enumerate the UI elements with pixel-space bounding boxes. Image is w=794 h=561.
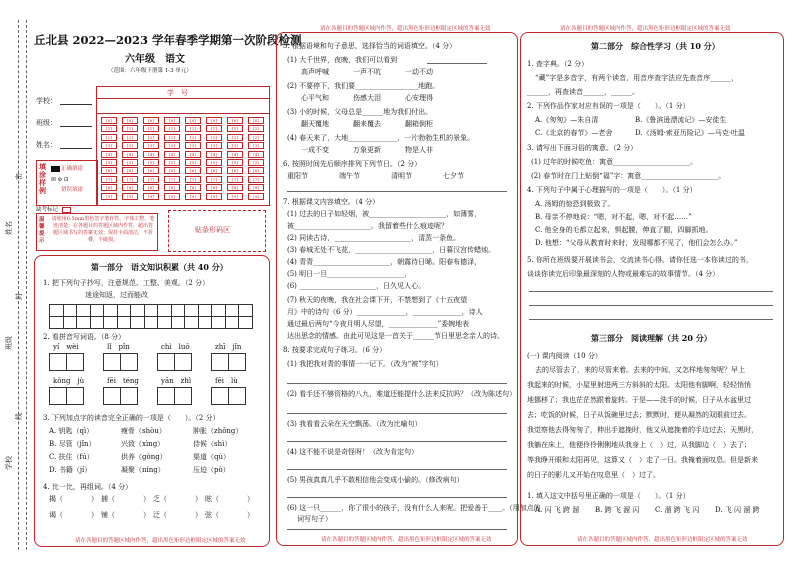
q4-word-blank[interactable]: 眩（ ） [205,495,254,503]
pinyin-answer-box[interactable] [157,387,175,405]
pinyin-label: zhī jǐn [215,343,242,351]
id-bubble[interactable]: [1] [206,125,222,132]
pinyin-label: chì luǒ [161,343,190,351]
passage-line: 去；吃饭的时候，日子从饭碗里过去；默默时，便从凝然的双眼前过去。 [527,411,751,419]
c3-q1a: “藏”字是多音字，有两个读音，用音序查字法应先查音序______， [535,74,739,82]
copy-grid-cell[interactable] [157,316,172,329]
id-bubble[interactable]: [1] [185,125,201,132]
c3-q2-option[interactable]: B.《鲁滨逊漂流记》—安徒生 [635,116,727,124]
name-label: 姓名： [36,141,57,149]
id-bubble[interactable]: [4] [227,151,243,158]
id-bubble[interactable]: [9] [122,193,138,200]
c3-q5b: 谈谈你读完后印象最深刻的人物或最难忘的故事情节。（4 分） [527,270,720,278]
q5-word-option: 翻天覆地 [301,120,329,128]
pinyin-label: yí wèi [53,343,79,351]
wrong-fill-label: 错误填涂 [61,187,84,193]
fill-sample-box [36,160,98,206]
q5-word-option: 一声不吭 [353,68,381,76]
id-bubble[interactable]: [2] [164,134,180,141]
q7-7b: 月》中的诗句（6 分）______________，______________，诗人 [287,308,483,316]
pinyin-answer-box[interactable] [120,353,138,371]
col2-panel [276,32,541,546]
c3-q1: 1. 查字典。（2 分） [527,60,589,68]
id-bubble[interactable]: [6] [164,167,180,174]
read-q1-option[interactable]: C. 溜 跨 飞 闪 [655,506,700,514]
c3-q4: 4. 下列句子中属于心理描写的一项是（ ）。（1 分） [527,186,697,194]
seal-char-2: 封 [15,293,23,300]
passage-line: 去的尽管去了，来的尽管来着。去来的中间，又怎样地匆匆呢？早上 [535,366,745,374]
seal-char-1: 密 [15,173,23,180]
col3-panel [520,32,784,546]
q5-1: (1) 大千世界，夜晚，我们可以看到 [287,56,398,64]
q7-1: (1) 过去的日子如轻烟，被______________________，如薄雾， [287,210,482,218]
q7-2: (2) 同读古诗，______________________，清蒸一条鱼。 [287,234,461,242]
q8-4-line[interactable] [287,469,507,470]
pinyin-answer-box[interactable] [211,387,229,405]
pinyin-answer-box[interactable] [174,387,192,405]
q3-option: 渠道（qú） [193,453,230,461]
pinyin-answer-box[interactable] [66,387,84,405]
class-label: 班级： [36,119,57,127]
header-note-2: 请在各题目的答题区域内作答，超出黑色矩形边框限定区域的答案无效 [320,26,491,32]
q8-prompt: 8. 按要求完成句子练习。（6 分） [283,346,387,354]
id-bubble[interactable]: [3] [185,142,201,149]
q3-option: 凝聚（níng） [121,466,165,474]
q6-festival: 重阳节 [287,172,308,180]
id-bubble[interactable]: [4] [206,151,222,158]
id-bubble[interactable]: [3] [248,142,264,149]
q8-5-line[interactable] [287,497,507,498]
q5-word-option: 翻来覆去 [353,120,381,128]
pinyin-answer-box[interactable] [49,353,67,371]
id-bubble[interactable]: [6] [143,167,159,174]
c3-q1b: ______，再查读音______，______。 [527,88,639,96]
id-bubble[interactable]: [4] [248,151,264,158]
id-bubble[interactable]: [6] [227,167,243,174]
id-bubble[interactable]: [6] [248,167,264,174]
q8-1: (1) 我把我对青的事情一一记下。（改为“被”字句） [287,360,443,368]
q4-word-blank[interactable]: 乏（ ） [153,495,202,503]
c3-q5-line-2[interactable] [529,305,773,306]
q4-word-blank[interactable]: 弦（ ） [205,511,254,519]
id-bubble[interactable]: [0] [206,117,222,124]
q5-word-option: 一动不动 [405,68,433,76]
id-bubble[interactable]: [8] [248,184,264,191]
id-bubble[interactable]: [9] [143,193,159,200]
id-bubble[interactable]: [3] [101,142,117,149]
id-bubble[interactable]: [1] [101,125,117,132]
id-bubble[interactable]: [7] [101,176,117,183]
pinyin-label: fēi lù [215,377,238,385]
seal-char-3: 线 [15,413,23,420]
q3-option[interactable]: B. 尽管（jǐn） [49,440,96,448]
pinyin-answer-box[interactable] [103,353,121,371]
c3-q3: 3. 请写出下面习俗的寓意。（2 分） [527,144,638,152]
margin-school-label: 学校 [5,456,13,470]
c3-q5a: 5. 你所在班级要开展读书会，交流读书心得。请你任选一本你读过的书， [527,256,753,264]
id-bubble[interactable]: [9] [227,193,243,200]
q3-prompt: 3. 下列加点字的读音完全正确的一项是（ ）。（2 分） [43,414,220,422]
id-bubble[interactable]: [1] [143,125,159,132]
q3-option: 压迫（pò） [193,466,230,474]
id-bubble[interactable]: [5] [248,159,264,166]
exam-scope: （范围：六年级下册第 1-3 单元） [108,68,192,74]
binding-line [18,20,19,550]
id-bubble[interactable]: [2] [143,134,159,141]
copy-grid-cell[interactable] [211,316,226,329]
id-bubble[interactable]: [4] [143,151,159,158]
q5-word-option: 高声呼喊 [301,68,329,76]
q5-word-option: 伤感大泪 [353,94,381,102]
q3-option: 肿胀（zhǒng） [193,427,243,435]
id-bubble[interactable]: [0] [227,117,243,124]
q7-5: (5) 明日一旦______________________， [287,270,412,278]
q5-word-option: 心平气和 [301,94,329,102]
passage-line: 地挪移了；我也茫茫然跟着旋转。于是——洗手的时候，日子从水盆里过 [527,396,751,404]
q8-6-line[interactable] [287,529,507,530]
id-bubble[interactable]: [3] [164,142,180,149]
id-bubble[interactable]: [9] [164,193,180,200]
id-bubble[interactable]: [0] [101,117,117,124]
correct-fill-label: 正确填涂 [61,166,84,172]
student-id-label: 学 号 [167,89,188,97]
q4-prompt: 4. 比一比，再组词。（4 分） [43,483,133,491]
passage-line: 的日子的影儿又开始在叹息里（ ）过了。 [527,471,660,479]
copy-grid-cell[interactable] [238,316,253,329]
margin-name-label: 姓名 [5,221,13,235]
passage-line: 我躺在床上，他便伶伶俐俐地从我身上（ ）过，从我脚边（ ）去了； [527,441,751,449]
q1-copy-text: 迷途知返，过而能改 [85,291,148,299]
id-bubble[interactable]: [8] [122,184,138,191]
c3-q5-line-1[interactable] [529,291,773,292]
q8-2-line[interactable] [287,413,507,414]
q3-option[interactable]: A. 钥匙（qì） [49,427,94,435]
id-bubble[interactable]: [6] [122,167,138,174]
q6-prompt: 6. 按照时间先后顺序排列下列节日。（2 分） [283,160,422,168]
pinyin-answer-box[interactable] [66,353,84,371]
c3-q5-line-3[interactable] [529,319,773,320]
id-bubble[interactable]: [2] [206,134,222,141]
name-field[interactable] [60,148,92,149]
header-note-3: 请在各题目的答题区域内作答，超出黑色矩形边框限定区域的答案无效 [560,26,731,32]
notice-label: 温馨提示 [39,217,45,244]
id-bubble[interactable]: [0] [185,117,201,124]
id-bubble[interactable]: [7] [206,176,222,183]
c3-q3-2: (2) 春节时在门上贴倒“福”字：寓意______________________。 [531,172,726,180]
q7-prompt: 7. 根据课文内容填空。（4 分） [283,198,380,206]
q5-2: (2) 不要停下，我们要__________________地跑。 [287,82,440,90]
q4-word-blank[interactable]: 谒（ ） [49,511,98,519]
school-label: 学校： [36,97,57,105]
q4-word-blank[interactable]: 捕（ ） [101,495,150,503]
q6-festival: 端午节 [339,172,360,180]
q4-word-blank[interactable]: 揭（ ） [49,495,98,503]
q5-word-option: 物是人非 [405,146,433,154]
id-bubble[interactable]: [5] [143,159,159,166]
passage-line: 我觉察他去得匆匆了，伸出手遮挽时，他又从遮挽着的手边过去；天黑时， [527,426,758,434]
q3-option: 侍候（shì） [193,440,232,448]
id-bubble[interactable]: [3] [143,142,159,149]
q5-word-option: 心安理得 [405,94,433,102]
footer-note-3: 请在各题目的答题区域内作答，超出黑色矩形边框限定区域的答案无效 [577,537,748,543]
barcode-area [168,210,266,252]
id-bubble[interactable]: [5] [164,159,180,166]
c3-q2: 2. 下列作品作家对应有误的一项是（ ）。（1 分） [527,102,690,110]
class-field[interactable] [60,126,92,127]
exam-title: 丘北县 2022—2023 学年春季学期第一次阶段检测 [34,33,302,47]
passage-line: 等我睁开眼和太阳再见，这算又（ ）走了一日。我掩着面叹息。但是新来 [527,456,758,464]
pinyin-label: kǒng jù [53,377,85,385]
q8-2: (2) 看手还不够资格的八九，难道还能提什么法来反抗吗？（改为陈述句） [287,390,517,398]
id-bubble[interactable]: [7] [185,176,201,183]
id-bubble[interactable]: [5] [122,159,138,166]
id-bubble[interactable]: [5] [206,159,222,166]
id-bubble[interactable]: [0] [143,117,159,124]
q3-option: 供养（gòng） [121,453,167,461]
id-bubble[interactable]: [2] [227,134,243,141]
id-bubble[interactable]: [9] [248,193,264,200]
q3-option[interactable]: C. 扶住（fú） [49,453,94,461]
c3-q4-option[interactable]: A. 汤姆的惊恐到极致了。 [535,200,615,208]
pinyin-label: yān zhì [161,377,192,385]
copy-grid-cell[interactable] [49,316,64,329]
q6-answer-line[interactable] [287,191,507,192]
c3-q4-option[interactable]: B. 母亲不停地说：“嗯，对不起，嗯，对不起……” [535,213,692,221]
id-bubble[interactable]: [1] [227,125,243,132]
id-bubble[interactable]: [0] [248,117,264,124]
id-bubble[interactable]: [7] [122,176,138,183]
part1-panel [34,255,270,547]
q4-word-blank[interactable]: 铺（ ） [101,511,150,519]
c3-q2-option[interactable]: C.《北京的春节》—老舍 [535,129,613,137]
wrong-marks-icon: ☒ ⊘ ⊡ [51,177,69,183]
c3-q4-option[interactable]: C. 他全身的毛都立起来，惧起腰，伸直了腿，四脚抓地。 [535,226,713,234]
margin-class-label: 班级 [5,336,13,350]
id-bubble[interactable]: [2] [248,134,264,141]
q7-6: (6) ______________________，日久见人心。 [287,282,426,290]
q8-1-line[interactable] [287,383,507,384]
q8-6b: 词写句子） [297,515,332,523]
id-bubble[interactable]: [5] [185,159,201,166]
id-bubble[interactable]: [6] [101,167,117,174]
copy-grid-cell[interactable] [198,316,213,329]
footer-note-2: 请在各题目的答题区域内作答，超出黑色矩形边框限定区域的答案无效 [321,537,492,543]
q5-3: (3) 小的时候，父母总是______地为我们付出。 [287,108,433,116]
copy-grid-cell[interactable] [90,316,105,329]
copy-grid-cell[interactable] [184,316,199,329]
id-bubble[interactable]: [8] [164,184,180,191]
id-bubble[interactable]: [5] [227,159,243,166]
q7-4: (4) 青青______________________，朝露待日晞。阳春布德泽， [287,258,482,266]
passage-title: (一) 课内阅读（10 分） [527,352,602,360]
fill-sample-label: 填涂样例 [39,162,46,195]
copy-grid-cell[interactable] [171,316,186,329]
q8-3-line[interactable] [287,441,507,442]
id-bubble[interactable]: [4] [101,151,117,158]
id-bubble[interactable]: [5] [101,159,117,166]
id-bubble[interactable]: [1] [122,125,138,132]
q5-4: (4) 春天来了，大地______________，一片勃勃生机的景象。 [287,134,475,142]
pinyin-answer-box[interactable] [211,353,229,371]
pinyin-label: fēi téng [107,377,139,385]
copy-grid-cell[interactable] [144,316,159,329]
id-bubble[interactable]: [0] [122,117,138,124]
read-q1-option[interactable]: D. 飞 闪 溜 跨 [715,506,760,514]
id-bubble[interactable]: [9] [185,193,201,200]
pinyin-answer-box[interactable] [103,387,121,405]
read-q1-option[interactable]: A. 闪 飞 跨 溜 [535,506,580,514]
part2-heading: 第二部分 综合性学习（共 10 分） [591,41,720,51]
id-bubble[interactable]: [4] [185,151,201,158]
q2-prompt: 2. 看拼音写词语。（8 分） [43,333,126,341]
q5-word-option: 一成不变 [301,146,329,154]
id-bubble[interactable]: [0] [164,117,180,124]
absent-label: 缺考标记 [36,207,59,213]
copy-grid-cell[interactable] [76,316,91,329]
q7-1b: 被______________________。我留着些什么痕迹呢？ [287,222,448,230]
copy-grid-cell[interactable] [103,316,118,329]
footer-note-1: 请在各题目的答题区域内作答，超出黑色矩形边框限定区域的答案无效 [75,538,246,544]
copy-grid-cell[interactable] [130,316,145,329]
id-bubble[interactable]: [7] [248,176,264,183]
id-bubble[interactable]: [6] [185,167,201,174]
c3-q4-option[interactable]: D. 他想：“父母从教育时来时，发现哪都不见了，他们会怎么办。” [535,239,738,247]
pinyin-answer-box[interactable] [174,353,192,371]
c3-q3-1: (1) 过年的时候吃鱼：寓意______________________。 [531,158,698,166]
part3-heading: 第三部分 阅读理解（共 20 分） [591,333,712,343]
notice-box [36,213,158,251]
copy-grid-cell[interactable] [117,316,132,329]
school-field[interactable] [60,104,92,105]
q1-prompt: 1. 把下列句子抄写，注意规范、工整、美观。（2 分） [43,279,210,287]
q8-6: (6) 这一只______，你了很小的孩子，没有什么人来呢。把爱善于____。（用加点的 [287,504,541,512]
exam-subject: 六年级 语文 [125,54,185,65]
q7-7a: (7) 秋天的夜晚，我在社会课下开，不禁想到了《十五夜望 [287,296,468,304]
q5-word-option: 万象更新 [353,146,381,154]
q8-5: (5) 男孩真真几乎不敢相信他会变成小偷的。（修改病句） [287,476,464,484]
c3-q2-option[interactable]: A.《匆匆》—朱自清 [535,116,599,124]
id-bubble[interactable]: [3] [206,142,222,149]
notice-text: 请使用0.5mm黑色签字笔作答，字体工整、笔迹清楚；在各题目的答题区域内作答，超出答题区域书写的答案无效；保持卡面清洁，不折叠，不破损。 [51,216,155,243]
id-bubble[interactable]: [7] [164,176,180,183]
copy-grid-cell[interactable] [225,316,240,329]
read-q1-option[interactable]: B. 跨 飞 溜 闪 [595,506,640,514]
id-bubble[interactable]: [1] [164,125,180,132]
id-bubble[interactable]: [2] [185,134,201,141]
id-bubble[interactable]: [4] [122,151,138,158]
id-bubble[interactable]: [3] [227,142,243,149]
read-q1: 1. 填入这文中括号里正确的一项是（ ）。（1 分） [527,492,690,500]
id-bubble[interactable]: [9] [101,193,117,200]
id-bubble[interactable]: [7] [227,176,243,183]
correct-mark-icon [51,166,60,172]
id-bubble[interactable]: [9] [206,193,222,200]
pinyin-answer-box[interactable] [49,387,67,405]
q6-festival: 清明节 [391,172,412,180]
c3-q2-option[interactable]: D.《汤姆·索亚历险记》—马克·吐温 [635,129,746,137]
q8-3: (3) 我看看云朵在天空飘荡。（改为比喻句） [287,420,422,428]
barcode-area-label: 贴条形码区 [195,226,230,234]
id-bubble[interactable]: [2] [122,134,138,141]
id-bubble[interactable]: [8] [101,184,117,191]
pinyin-answer-box[interactable] [228,353,246,371]
q7-7d: 达出思念的情感。由此可见这是一首关于______节日里思念亲人的诗。 [287,332,504,340]
id-bubble[interactable]: [8] [206,184,222,191]
id-bubble[interactable]: [4] [164,151,180,158]
q5-word-option: 翻箱倒柜 [405,120,433,128]
id-bubble[interactable]: [8] [185,184,201,191]
id-bubble[interactable]: [8] [227,184,243,191]
q3-option[interactable]: D. 书籍（jí） [49,466,92,474]
q6-festival: 七夕节 [443,172,464,180]
q7-3: (3) 春城无处不飞花，______________________，日暮汉宫传蜡烛。 [287,246,496,254]
id-bubble[interactable]: [8] [143,184,159,191]
student-id-grid [96,86,270,206]
id-bubble[interactable]: [3] [122,142,138,149]
passage-line: 我起来的时候，小屋里射进两三方斜斜的太阳。太阳他有脚啊，轻轻悄悄 [527,381,751,389]
q8-4: (4) 这不能不说是奇怪呀！（改为肯定句） [287,448,419,456]
id-bubble[interactable]: [2] [101,134,117,141]
q7-7c: 通过最后两句“今夜月明人尽望，______________”委婉地表 [287,320,470,328]
copy-grid-cell[interactable] [63,316,78,329]
pinyin-label: lǐ pǐn [107,343,130,351]
q4-word-blank[interactable]: 泛（ ） [153,511,202,519]
q3-option: 兴致（xìng） [121,440,165,448]
pinyin-answer-box[interactable] [120,387,138,405]
id-bubble[interactable]: [7] [143,176,159,183]
q3-option: 瘦骨（shòu） [121,427,166,435]
id-bubble[interactable]: [6] [206,167,222,174]
q5-1-blank[interactable] [427,63,487,64]
part1-heading: 第一部分 语文知识积累（共 40 分） [91,262,228,272]
pinyin-answer-box[interactable] [228,387,246,405]
id-bubble[interactable]: [1] [248,125,264,132]
q5-prompt: 5. 根据语境和句子意思，选择恰当的词语填空。（4 分） [283,42,457,50]
pinyin-answer-box[interactable] [157,353,175,371]
binding-line-inner [26,20,27,550]
